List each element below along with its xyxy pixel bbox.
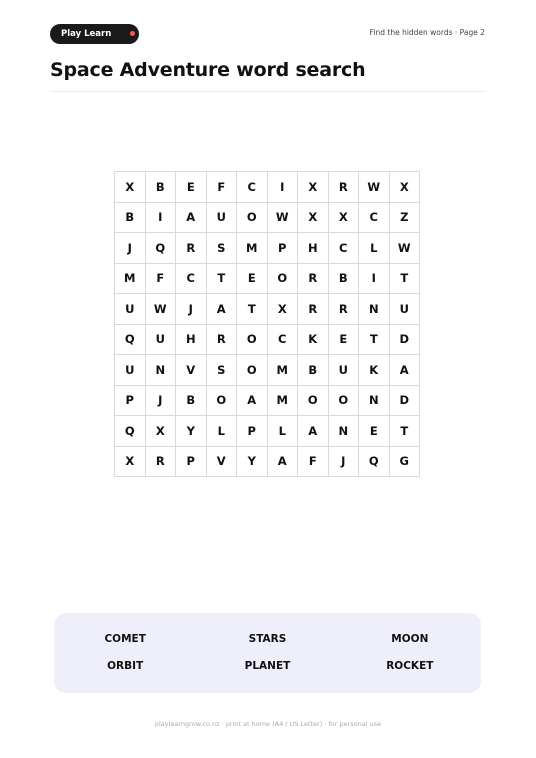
grid-cell: K [298,325,329,356]
grid-cell: R [207,325,238,356]
grid-cell: M [237,233,268,264]
grid-cell: E [329,325,360,356]
grid-cell: Q [115,325,146,356]
grid-cell: E [359,416,390,447]
grid-cell: W [268,203,299,234]
grid-cell: S [207,233,238,264]
grid-cell: N [359,386,390,417]
grid-cell: B [146,172,177,203]
grid-cell: T [207,264,238,295]
grid-cell: R [329,294,360,325]
grid-cell: O [268,264,299,295]
word-item: COMET [104,633,146,645]
grid-cell: B [298,355,329,386]
grid-cell: U [329,355,360,386]
grid-cell: R [329,172,360,203]
grid-cell: X [268,294,299,325]
grid-cell: B [115,203,146,234]
grid-cell: H [298,233,329,264]
grid-cell: L [207,416,238,447]
word-item: ORBIT [107,660,144,672]
grid-cell: G [390,447,421,478]
grid-cell: J [176,294,207,325]
grid-cell: I [268,172,299,203]
grid-cell: V [176,355,207,386]
grid-cell: C [268,325,299,356]
grid-cell: V [207,447,238,478]
grid-cell: O [237,355,268,386]
grid-cell: W [390,233,421,264]
grid-cell: F [146,264,177,295]
grid-cell: O [207,386,238,417]
grid-cell: L [359,233,390,264]
grid-cell: F [298,447,329,478]
grid-cell: A [207,294,238,325]
grid-cell: K [359,355,390,386]
grid-cell: F [207,172,238,203]
grid-cell: T [359,325,390,356]
title-divider [50,91,486,92]
page-meta: Find the hidden words · Page 2 [369,28,485,37]
grid-cell: U [390,294,421,325]
grid-cell: U [146,325,177,356]
grid-cell: P [115,386,146,417]
grid-cell: Z [390,203,421,234]
grid-cell: B [176,386,207,417]
grid-cell: J [146,386,177,417]
grid-cell: C [176,264,207,295]
grid-cell: P [176,447,207,478]
grid-cell: E [176,172,207,203]
grid-cell: A [268,447,299,478]
grid-cell: I [146,203,177,234]
grid-cell: C [237,172,268,203]
grid-cell: E [237,264,268,295]
grid-cell: X [115,172,146,203]
grid-cell: S [207,355,238,386]
grid-cell: T [390,264,421,295]
grid-cell: R [298,264,329,295]
grid-cell: T [390,416,421,447]
word-item: MOON [391,633,429,645]
grid-cell: C [329,233,360,264]
grid-cell: I [359,264,390,295]
grid-cell: P [237,416,268,447]
grid-cell: Q [359,447,390,478]
grid-cell: O [237,203,268,234]
grid-cell: P [268,233,299,264]
grid-cell: O [298,386,329,417]
grid-cell: Y [237,447,268,478]
grid-cell: X [298,203,329,234]
grid-cell: C [359,203,390,234]
grid-cell: U [207,203,238,234]
grid-cell: N [359,294,390,325]
grid-cell: X [329,203,360,234]
word-item: PLANET [244,660,291,672]
grid-cell: X [115,447,146,478]
grid-cell: N [146,355,177,386]
grid-cell: W [359,172,390,203]
grid-cell: A [237,386,268,417]
grid-cell: M [268,386,299,417]
grid-cell: U [115,294,146,325]
grid-cell: X [298,172,329,203]
grid-cell: X [390,172,421,203]
grid-cell: B [329,264,360,295]
grid-cell: J [329,447,360,478]
grid-cell: O [237,325,268,356]
letter-grid [114,171,420,477]
grid-cell: W [146,294,177,325]
grid-cell: Y [176,416,207,447]
grid-cell: H [176,325,207,356]
page-title: Space Adventure word search [50,59,366,81]
grid-cell: U [115,355,146,386]
grid-cell: J [115,233,146,264]
grid-cell: T [237,294,268,325]
word-list [54,613,481,693]
grid-cell: M [268,355,299,386]
brand-label: Play Learn Grow [61,29,112,59]
grid-cell: A [176,203,207,234]
grid-cell: D [390,325,421,356]
grid-cell: Q [115,416,146,447]
grid-cell: L [268,416,299,447]
grid-cell: Q [146,233,177,264]
grid-cell: R [176,233,207,264]
grid-cell: X [146,416,177,447]
grid-cell: A [390,355,421,386]
word-item: STARS [248,633,287,645]
brand-badge [50,24,139,59]
grid-cell: M [115,264,146,295]
footer-note: playlearngrow.co.nz · print at home (A4 / US Letter) · for personal use [154,720,382,728]
word-item: ROCKET [386,660,434,672]
grid-cell: N [329,416,360,447]
brand-dot-icon [130,31,135,36]
grid-cell: D [390,386,421,417]
grid-cell: O [329,386,360,417]
grid-cell: R [146,447,177,478]
grid-cell: R [298,294,329,325]
grid-cell: A [298,416,329,447]
